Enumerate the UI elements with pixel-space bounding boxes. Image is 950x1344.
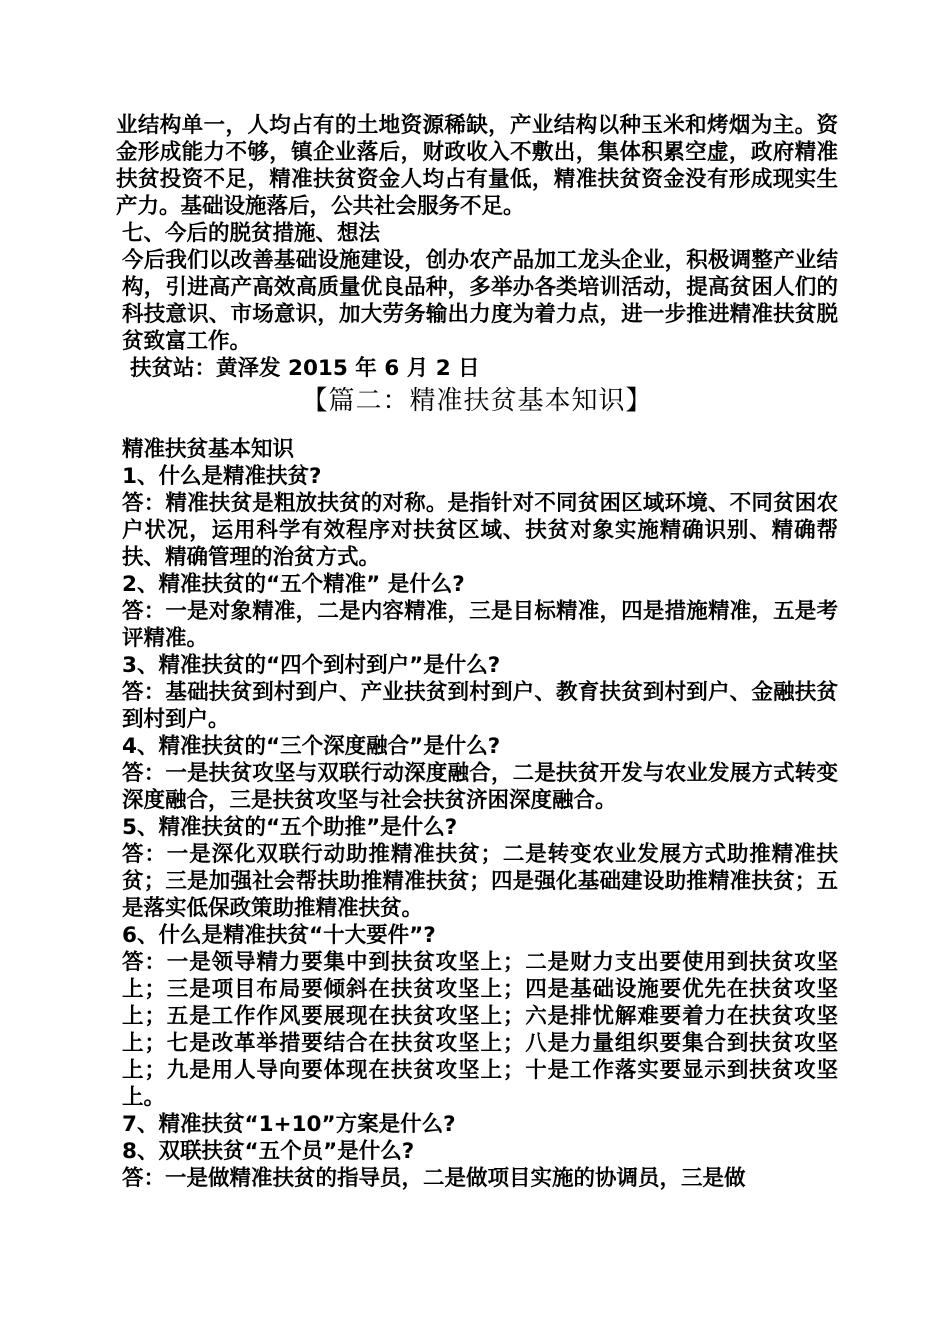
question-1: 1、什么是精准扶贫? (122, 464, 322, 489)
question-4: 4、精准扶贫的“三个深度融合”是什么? (122, 734, 501, 759)
question-7: 7、精准扶贫“1+10”方案是什么? (122, 1112, 456, 1137)
answer-3: 答：基础扶贫到村到户、产业扶贫到村到户、教育扶贫到村到户、金融扶贫到村到户。 (122, 680, 838, 732)
question-5: 5、精准扶贫的“五个助推”是什么? (122, 815, 458, 840)
answer-8: 答：一是做精准扶贫的指导员，二是做项目实施的协调员，三是做 (122, 1166, 746, 1191)
answer-1: 答：精准扶贫是粗放扶贫的对称。是指针对不同贫困区域环境、不同贫困农户状况，运用科学有效程序对扶贫区域、扶贫对象实施精确识别、精确帮扶、精确管理的治贫方式。 (122, 491, 838, 570)
paragraph-industry-structure: 业结构单一，人均占有的土地资源稀缺，产业结构以种玉米和烤烟为主。资金形成能力不够，镇企业落后，财政收入不敷出，集体积累空虚，政府精准扶贫投资不足，精准扶贫资金人均占有量低，精准扶贫资金没有形成现实生产力。基础设施落后，公共社会服务不足。 (116, 113, 838, 219)
heading-future-measures: 七、今后的脱贫措施、想法 (122, 221, 381, 246)
paragraph-future-measures: 今后我们以改善基础设施建设，创办农产品加工龙头企业，积极调整产业结构，引进高产高效高质量优良品种，多举办各类培训活动，提高贫困人们的科技意识、市场意识，加大劳务输出力度为着力点，进一步推进精准扶贫脱贫致富工作。 (122, 248, 838, 354)
question-3: 3、精准扶贫的“四个到村到户”是什么? (122, 653, 501, 678)
question-2: 2、精准扶贫的“五个精准” 是什么? (122, 572, 465, 597)
answer-4: 答：一是扶贫攻坚与双联行动深度融合，二是扶贫开发与农业发展方式转变深度融合，三是扶贫攻坚与社会扶贫济困深度融合。 (122, 761, 838, 813)
answer-2: 答：一是对象精准，二是内容精准，三是目标精准，四是措施精准，五是考评精准。 (122, 599, 838, 651)
question-8: 8、双联扶贫“五个员”是什么? (122, 1139, 415, 1164)
answer-6: 答：一是领导精力要集中到扶贫攻坚上；二是财力支出要使用到扶贫攻坚上；三是项目布局要倾斜在扶贫攻坚上；四是基础设施要优先在扶贫攻坚上；五是工作作风要展现在扶贫攻坚上；六是排忧解难要着力在扶贫攻坚上；七是改革举措要结合在扶贫攻坚上；八是力量组织要集合到扶贫攻坚上；九是用人导向要体现在扶贫攻坚上；十是工作落实要显示到扶贫攻坚上。 (122, 950, 838, 1110)
section-title: 【篇二：精准扶贫基本知识】 (301, 386, 653, 416)
document-page (116, 112, 838, 1192)
signature-line: 扶贫站：黄泽发 2015 年 6 月 2 日 (130, 356, 480, 381)
question-6: 6、什么是精准扶贫“十大要件”? (122, 923, 436, 948)
section-heading: 精准扶贫基本知识 (122, 437, 295, 462)
answer-5: 答：一是深化双联行动助推精准扶贫；二是转变农业发展方式助推精准扶贫；三是加强社会帮扶助推精准扶贫；四是强化基础建设助推精准扶贫；五是落实低保政策助推精准扶贫。 (122, 842, 838, 921)
